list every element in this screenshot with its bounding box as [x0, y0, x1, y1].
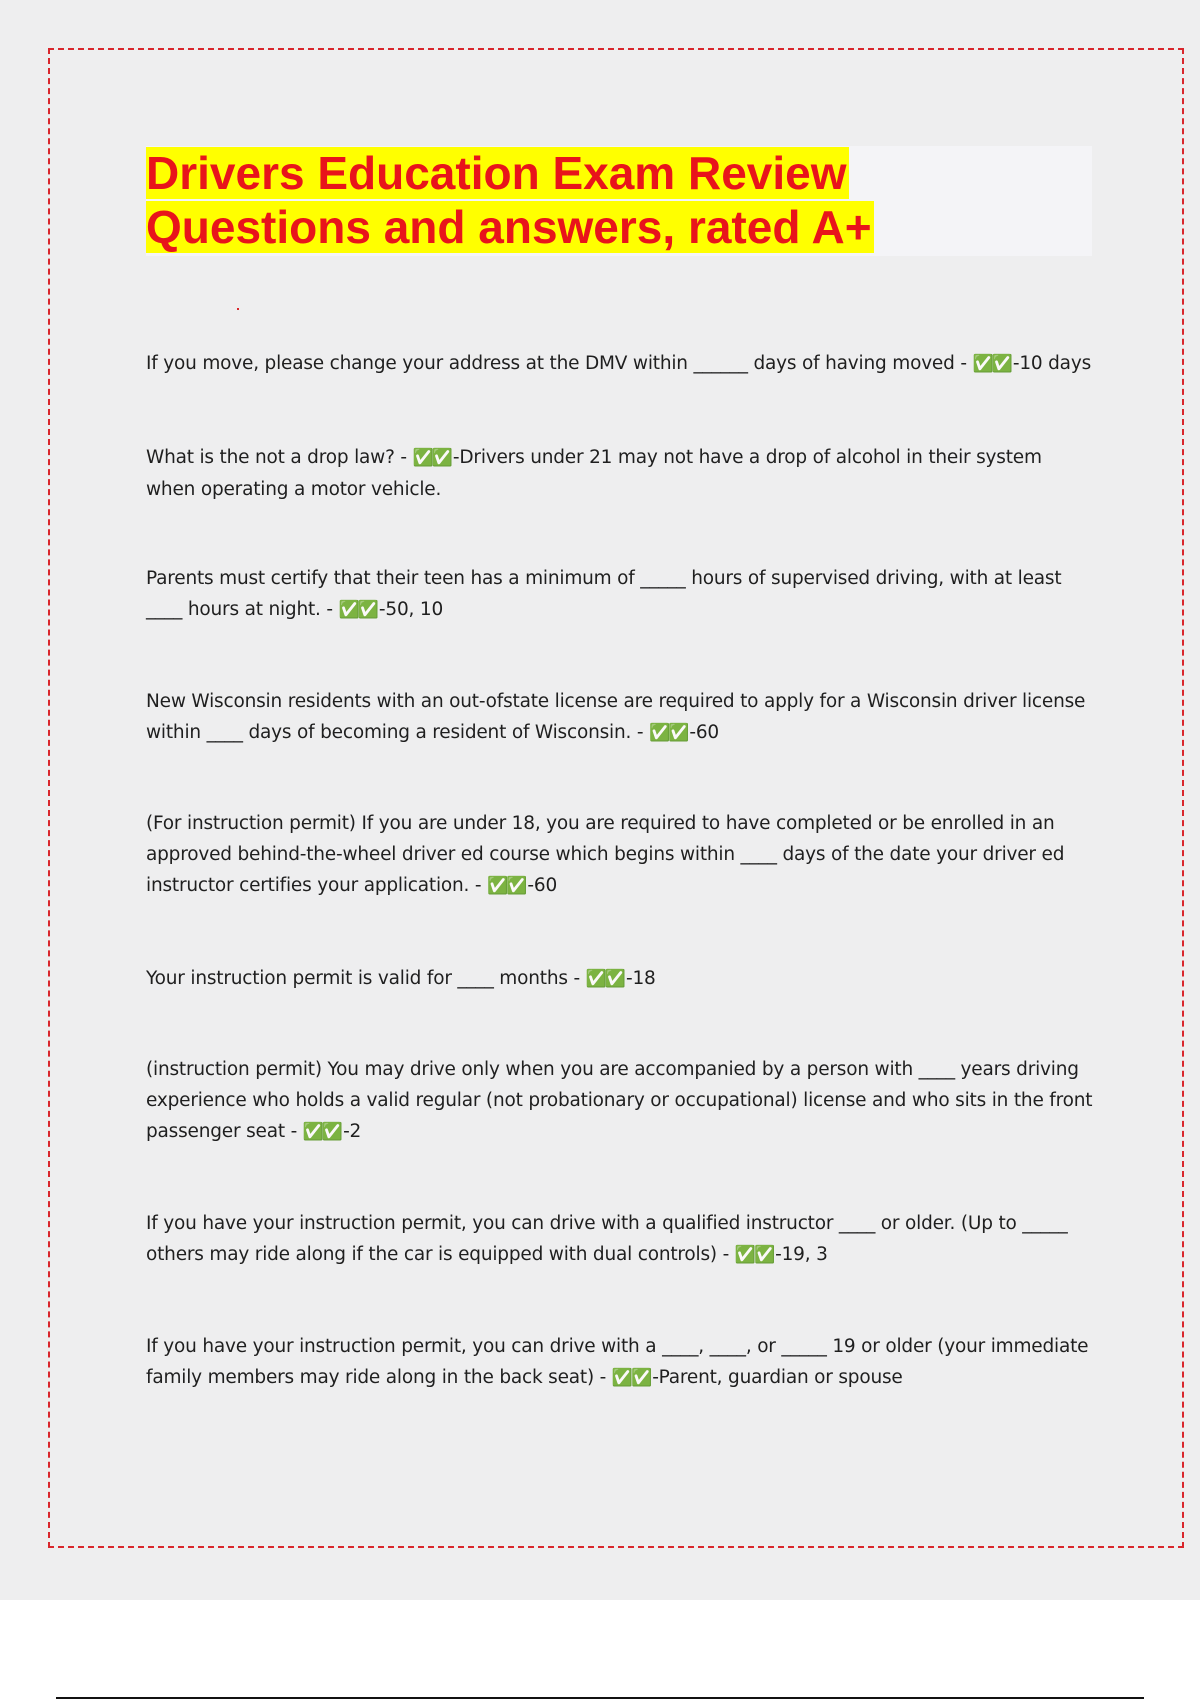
stray-mark	[237, 308, 239, 310]
qa-item-7	[146, 1054, 1096, 1148]
double-check-icon: ✅✅	[302, 1122, 342, 1142]
question-text: Your instruction permit is valid for ____ months -	[146, 968, 586, 989]
double-check-icon: ✅✅	[611, 1368, 651, 1388]
question-text: (For instruction permit) If you are under 18, you are required to have completed or be enrolled in an approved behind-the-wheel driver ed course which begins within ____ days of the date your driver ed instructor certifies your application. -	[146, 813, 1065, 896]
qa-item-4	[146, 686, 1096, 749]
question-text: New Wisconsin residents with an out-ofstate license are required to apply for a Wisconsin driver license within ____ days of becoming a resident of Wisconsin. -	[146, 691, 1086, 743]
qa-item-1	[146, 348, 1096, 380]
footer-divider	[56, 1697, 1144, 1699]
question-text: What is the not a drop law? -	[146, 447, 413, 468]
qa-item-8	[146, 1208, 1096, 1271]
answer-text: -50, 10	[378, 599, 444, 620]
qa-item-5	[146, 808, 1096, 902]
double-check-icon: ✅✅	[649, 723, 688, 743]
double-check-icon: ✅✅	[412, 448, 451, 468]
title-block	[146, 146, 1092, 256]
answer-text: -60	[527, 875, 558, 896]
double-check-icon: ✅✅	[734, 1245, 774, 1265]
answer-text: -19, 3	[775, 1244, 828, 1265]
answer-text: -Parent, guardian or spouse	[652, 1367, 903, 1388]
answer-text: -60	[689, 722, 720, 743]
double-check-icon: ✅✅	[972, 354, 1011, 374]
question-text: If you have your instruction permit, you can drive with a qualified instructor ____ or older. (Up to _____ others may ride along if the car is equipped with dual controls) -	[146, 1213, 1068, 1265]
qa-item-6	[146, 963, 1096, 995]
question-text: (instruction permit) You may drive only when you are accompanied by a person with ____ years driving experience who holds a valid regular (not probationary or occupational) license and who sits in the front passenger seat -	[146, 1059, 1093, 1142]
question-text: If you move, please change your address at the DMV within ______ days of having moved -	[146, 353, 973, 374]
double-check-icon: ✅✅	[338, 600, 377, 620]
question-text: If you have your instruction permit, you can drive with a ____, ____, or _____ 19 or older (your immediate family members may ride along in the back seat) -	[146, 1336, 1089, 1388]
question-text: Parents must certify that their teen has a minimum of _____ hours of supervised driving, with at least ____ hours at night. -	[146, 568, 1062, 620]
qa-item-9	[146, 1331, 1096, 1394]
qa-item-3	[146, 563, 1096, 626]
qa-item-2	[146, 442, 1096, 505]
answer-text: -2	[343, 1121, 362, 1142]
title-line-1: Drivers Education Exam Review	[146, 147, 847, 199]
document-title	[146, 146, 1092, 254]
answer-text: -10 days	[1012, 353, 1092, 374]
title-line-2: Questions and answers, rated A+	[146, 201, 872, 253]
double-check-icon: ✅✅	[487, 876, 526, 896]
answer-text: -Drivers under 21 may not have a drop of alcohol in their system when operating a motor vehicle.	[146, 447, 1042, 500]
double-check-icon: ✅✅	[585, 969, 624, 989]
answer-text: -18	[625, 968, 656, 989]
page-border	[48, 48, 1184, 1548]
